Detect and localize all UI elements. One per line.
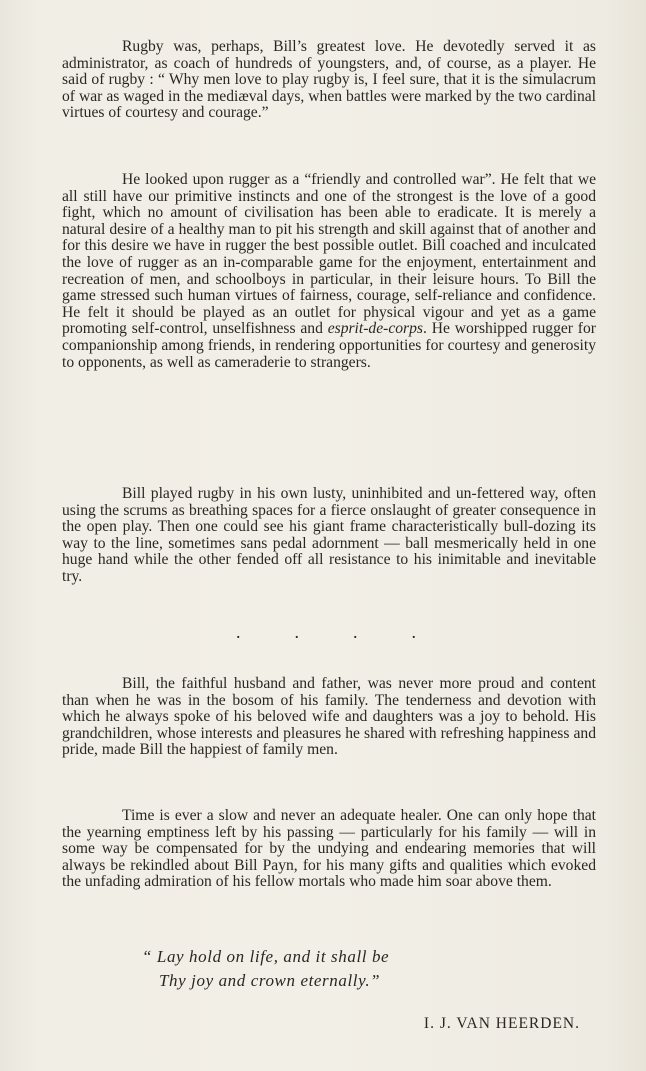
paragraph-text: Bill, the faithful husband and father, was never more proud and content than when he was in the bosom of his family. The tenderness and devotion with which he always spoke of his beloved wife and daughters was a joy to behold. His grandchildren, whose interests and pleasures he shared with refreshing happiness and pride, made Bill the happiest of family men. xyxy=(62,675,596,759)
paragraph-text xyxy=(62,172,596,371)
paragraph-memories xyxy=(62,808,596,891)
italic-phrase: esprit-de-corps xyxy=(327,320,423,338)
paragraph-text-start: He looked upon rugger as a “friendly and controlled war”. He felt that we all still have our primitive instincts and one of the strongest is the love of a good fight, which no amount of civilisation has been able to eradicate. It is merely a natural desire of a healthy man to pit his strength and skill against that of another and for this desire we have in rugger the best possible outlet. Bill coached and inculcated the love of rugger as an in-comparable game for the enjoyment, entertainment and recreation of men, and schoolboys in particular, in their leisure hours. To Bill the game stressed such human virtues of fairness, courage, self-reliance and confidence. He felt it should be played as an outlet for physical vigour and yet as a game promoting self-control, unselfishness and xyxy=(62,171,596,338)
separator-dot: . xyxy=(411,622,416,642)
quote-line-1: “ Lay hold on life, and it shall be xyxy=(142,947,390,966)
paragraph-text: Rugby was, perhaps, Bill’s greatest love. He devotedly served it as administrator, as coach of hundreds of youngsters, and, of course, as a player. He said of rugby : “ Why men love to play rugby is, I feel sure, that it is the simulacrum of war as waged in the mediæval days, when battles were marked by the two cardinal virtues of courtesy and courage.” xyxy=(62,38,596,122)
paragraph-rugby-love xyxy=(62,39,596,122)
author-signature: I. J. VAN HEERDEN. xyxy=(423,1015,580,1032)
paragraph-family xyxy=(62,676,596,759)
paragraph-text: Time is ever a slow and never an adequate healer. One can only hope that the yearning emptiness left by his passing — particularly for his family — will in some way be compensated for by the undying and endearing memories that will always be rekindled about Bill Payn, for his many gifts and qualities which evoked the unfading admiration of his fellow mortals who made him soar above them. xyxy=(62,807,596,891)
section-separator xyxy=(236,622,416,643)
separator-dot: . xyxy=(294,622,299,642)
separator-dot: . xyxy=(353,622,358,642)
paragraph-friendly-war xyxy=(62,172,596,371)
paragraph-play-style xyxy=(62,486,596,586)
paragraph-text-end: . He worshipped rugger for companionship among friends, in rendering opportunities for courtesy and generosity to opponents, as well as cameraderie to strangers. xyxy=(62,320,596,371)
closing-quote xyxy=(142,945,562,993)
quote-line-2: Thy joy and crown eternally.” xyxy=(159,971,381,990)
paragraph-text: Bill played rugby in his own lusty, uninhibited and un-fettered way, often using the scrums as breathing spaces for a fierce onslaught of greater consequence in the open play. Then one could see his giant frame characteristically bull-dozing its way to the line, sometimes sans pedal adornment — ball mesmerically held in one huge hand while the other fended off all resistance to his inimitable and inevitable try. xyxy=(62,485,596,585)
separator-dot: . xyxy=(236,622,241,642)
